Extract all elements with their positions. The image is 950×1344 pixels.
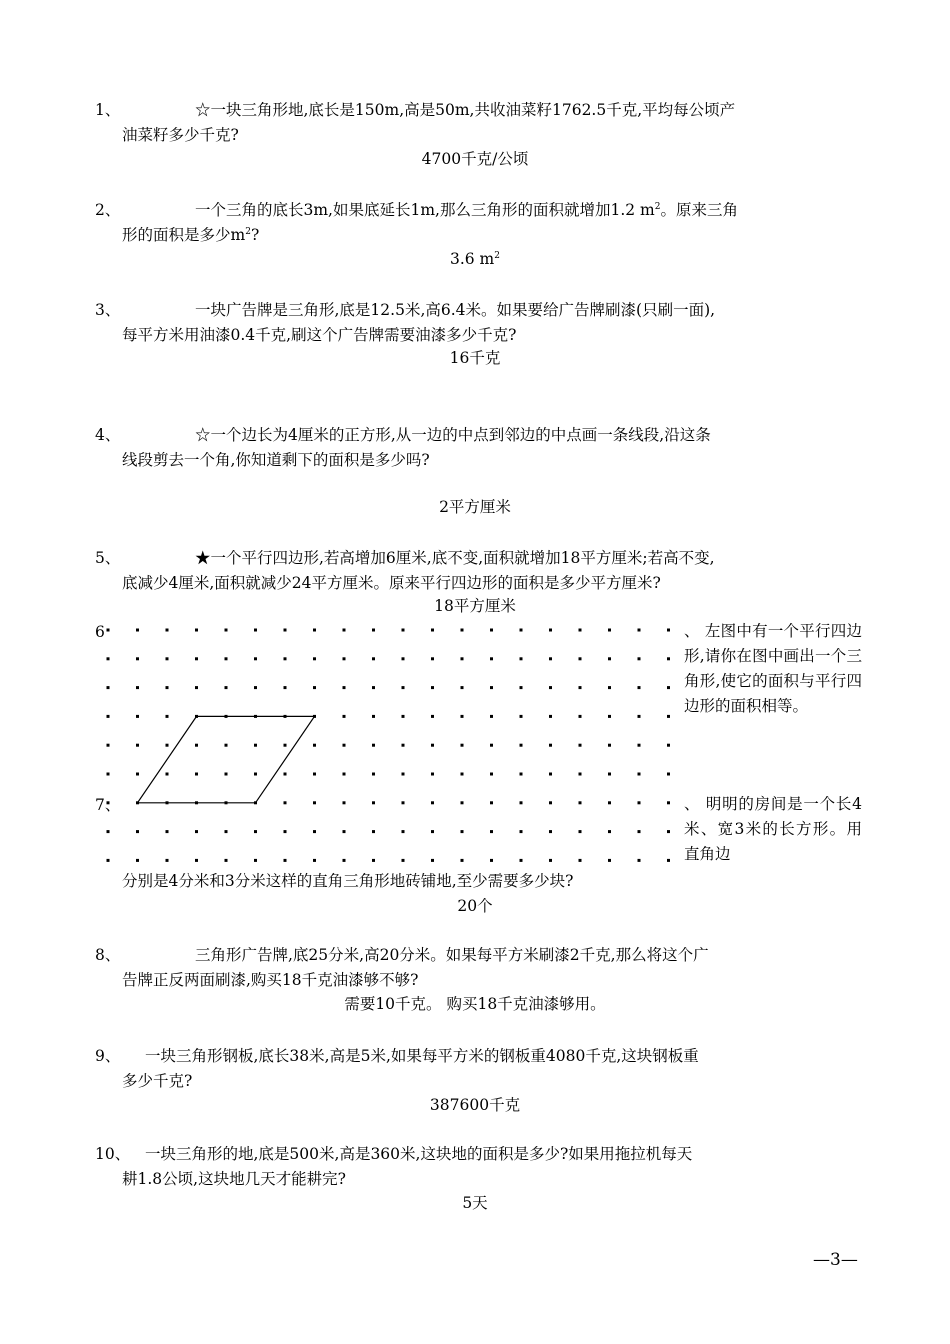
grid-dot: [608, 830, 611, 833]
grid-dot: [461, 830, 464, 833]
grid-dot: [313, 773, 316, 776]
q4-answer: 2平方厘米: [439, 498, 511, 516]
grid-dot: [490, 629, 493, 632]
grid-dot: [372, 657, 375, 660]
grid-dot: [225, 657, 228, 660]
grid-dot: [490, 830, 493, 833]
q7-number: 7、: [95, 796, 121, 814]
grid-dot: [461, 686, 464, 689]
grid-dot: [254, 773, 257, 776]
grid-dot: [166, 657, 169, 660]
grid-dot: [461, 773, 464, 776]
grid-dot: [667, 715, 670, 718]
grid-dot: [461, 629, 464, 632]
grid-dot: [166, 715, 169, 718]
q8-line1: 三角形广告牌,底25分米,高20分米。如果每平方米刷漆2千克,那么将这个广: [195, 946, 709, 964]
grid-dot: [549, 686, 552, 689]
q4-number: 4、: [95, 426, 121, 444]
grid-dot: [284, 773, 287, 776]
grid-dot: [402, 801, 405, 804]
grid-dot: [284, 830, 287, 833]
grid-dot: [372, 801, 375, 804]
q1-line1: ☆一块三角形地,底长是150m,高是50m,共收油菜籽1762.5千克,平均每公顷产: [195, 101, 736, 119]
grid-dot: [284, 859, 287, 862]
grid-dot: [431, 859, 434, 862]
grid-dot: [431, 629, 434, 632]
grid-dot: [402, 629, 405, 632]
page-number: —3—: [813, 1250, 858, 1270]
grid-dot: [579, 744, 582, 747]
grid-dot: [608, 629, 611, 632]
grid-dot: [549, 629, 552, 632]
q5-line2: 底减少4厘米,面积就减少24平方厘米。原来平行四边形的面积是多少平方厘米?: [122, 574, 661, 592]
grid-dot: [107, 657, 110, 660]
grid-dot: [313, 629, 316, 632]
grid-dot: [254, 629, 257, 632]
grid-dot: [343, 801, 346, 804]
grid-dot: [520, 715, 523, 718]
grid-dot: [254, 830, 257, 833]
grid-dot: [667, 686, 670, 689]
q10-answer: 5天: [462, 1194, 488, 1212]
grid-dot: [490, 859, 493, 862]
q6-text: 、 左图中有一个平行四边形,请你在图中画出一个三角形,使它的面积与平行四边形的面积相等。: [684, 622, 862, 715]
grid-dot: [195, 773, 198, 776]
grid-dot: [402, 773, 405, 776]
grid-dot: [638, 744, 641, 747]
q4-line2: 线段剪去一个角,你知道剩下的面积是多少吗?: [122, 451, 430, 469]
q9-line2: 多少千克?: [122, 1072, 193, 1090]
q3-number: 3、: [95, 301, 121, 319]
grid-dot: [313, 744, 316, 747]
q9-number: 9、: [95, 1047, 121, 1065]
grid-dot: [549, 657, 552, 660]
grid-dot: [107, 715, 110, 718]
grid-dot: [225, 686, 228, 689]
q1-line2: 油菜籽多少千克?: [122, 126, 239, 144]
grid-dot: [490, 715, 493, 718]
grid-dot: [579, 773, 582, 776]
grid-dot: [136, 830, 139, 833]
grid-dot: [136, 859, 139, 862]
q5-line1: ★一个平行四边形,若高增加6厘米,底不变,面积就增加18平方厘米;若高不变,: [195, 549, 715, 567]
grid-dot: [313, 859, 316, 862]
grid-dot: [579, 629, 582, 632]
q1-number: 1、: [95, 101, 121, 119]
grid-dot: [372, 859, 375, 862]
grid-dot: [431, 744, 434, 747]
grid-dot: [313, 657, 316, 660]
grid-dot: [402, 830, 405, 833]
grid-dot: [549, 859, 552, 862]
grid-dot: [638, 686, 641, 689]
grid-dot: [579, 859, 582, 862]
grid-dot: [313, 686, 316, 689]
grid-dot: [520, 859, 523, 862]
grid-dot: [461, 715, 464, 718]
grid-dot: [343, 830, 346, 833]
grid-dot: [461, 744, 464, 747]
grid-dot: [343, 773, 346, 776]
grid-dot: [284, 629, 287, 632]
q10-line1: 一块三角形的地,底是500米,高是360米,这块地的面积是多少?如果用拖拉机每天: [145, 1145, 693, 1163]
grid-dot: [107, 686, 110, 689]
grid-dot: [638, 773, 641, 776]
grid-dot: [402, 715, 405, 718]
grid-dot: [608, 744, 611, 747]
grid-dot: [608, 801, 611, 804]
grid-dot: [254, 657, 257, 660]
grid-dot: [107, 744, 110, 747]
grid-dot: [372, 830, 375, 833]
grid-dot: [402, 657, 405, 660]
grid-dot: [136, 773, 139, 776]
grid-dot: [579, 686, 582, 689]
q8-answer: 需要10千克。 购买18千克油漆够用。: [344, 995, 606, 1013]
grid-dot: [136, 744, 139, 747]
grid-dot: [195, 744, 198, 747]
grid-dot: [549, 744, 552, 747]
grid-dot: [431, 715, 434, 718]
grid-dot: [490, 744, 493, 747]
grid-dot: [549, 801, 552, 804]
grid-dot: [313, 830, 316, 833]
dot-grid-figure: [0, 0, 700, 880]
grid-dot: [166, 830, 169, 833]
grid-dot: [402, 686, 405, 689]
grid-dot: [166, 773, 169, 776]
grid-dot: [195, 830, 198, 833]
grid-dot: [667, 801, 670, 804]
grid-dot: [490, 657, 493, 660]
grid-dot: [225, 859, 228, 862]
grid-dot: [343, 629, 346, 632]
grid-dot: [520, 830, 523, 833]
grid-dot: [549, 773, 552, 776]
grid-dot: [608, 686, 611, 689]
grid-dot: [461, 801, 464, 804]
grid-dot: [638, 801, 641, 804]
grid-dot: [520, 773, 523, 776]
grid-dot: [638, 657, 641, 660]
grid-dot: [520, 686, 523, 689]
grid-dot: [284, 686, 287, 689]
grid-dot: [579, 657, 582, 660]
grid-dot: [166, 859, 169, 862]
grid-dot: [431, 773, 434, 776]
q5-number: 5、: [95, 549, 121, 567]
grid-dot: [608, 773, 611, 776]
grid-dot: [372, 744, 375, 747]
grid-dot: [107, 859, 110, 862]
grid-dot: [284, 744, 287, 747]
grid-dot: [431, 830, 434, 833]
grid-dot: [195, 629, 198, 632]
grid-dot: [667, 859, 670, 862]
grid-dot: [638, 830, 641, 833]
grid-dot: [431, 801, 434, 804]
q7-answer: 20个: [457, 897, 493, 915]
grid-dot: [520, 744, 523, 747]
q10-line2: 耕1.8公顷,这块地几天才能耕完?: [122, 1170, 346, 1188]
grid-dot: [372, 715, 375, 718]
grid-dot: [638, 715, 641, 718]
grid-dot: [343, 859, 346, 862]
grid-dot: [166, 629, 169, 632]
grid-dot: [667, 629, 670, 632]
grid-dot: [667, 657, 670, 660]
grid-dot: [107, 629, 110, 632]
grid-dot: [461, 657, 464, 660]
grid-dot: [490, 801, 493, 804]
grid-dot: [638, 859, 641, 862]
grid-dot: [638, 629, 641, 632]
grid-dot: [166, 686, 169, 689]
grid-dot: [343, 744, 346, 747]
q3-line1: 一块广告牌是三角形,底是12.5米,高6.4米。如果要给广告牌刷漆(只刷一面),: [195, 301, 716, 319]
grid-dot: [549, 715, 552, 718]
grid-dot: [372, 629, 375, 632]
q2-answer: 3.6 $m^2$: [449, 250, 500, 268]
grid-dot: [254, 744, 257, 747]
grid-dot: [195, 859, 198, 862]
grid-dot: [579, 801, 582, 804]
grid-dot: [107, 830, 110, 833]
grid-dot: [225, 773, 228, 776]
grid-dot: [136, 686, 139, 689]
grid-dot: [195, 686, 198, 689]
grid-dot: [402, 744, 405, 747]
grid-dot: [490, 686, 493, 689]
q1-answer: 4700千克/公顷: [421, 150, 529, 168]
grid-dot: [372, 686, 375, 689]
grid-dot: [667, 744, 670, 747]
parallelogram: [138, 716, 315, 802]
q3-line2: 每平方米用油漆0.4千克,刷这个广告牌需要油漆多少千克?: [122, 326, 517, 344]
q5-answer: 18平方厘米: [434, 597, 516, 615]
grid-dot: [343, 657, 346, 660]
grid-dot: [284, 657, 287, 660]
grid-dot: [136, 657, 139, 660]
q6-number: 6: [95, 623, 105, 641]
grid-dot: [343, 715, 346, 718]
grid-dot: [431, 657, 434, 660]
grid-dot: [667, 830, 670, 833]
grid-dot: [608, 715, 611, 718]
q2-number: 2、: [95, 201, 121, 219]
grid-dot: [254, 686, 257, 689]
q7-text: 、 明明的房间是一个长4米、宽3米的长方形。用直角边: [684, 795, 862, 863]
grid-dot: [107, 773, 110, 776]
grid-dot: [225, 629, 228, 632]
grid-dot: [520, 657, 523, 660]
grid-dot: [136, 715, 139, 718]
grid-dot: [520, 801, 523, 804]
grid-dot: [284, 801, 287, 804]
q2-line2: 形的面积是多少$m^2$?: [122, 226, 260, 244]
grid-dot: [372, 773, 375, 776]
q10-number: 10、: [95, 1145, 131, 1163]
grid-dot: [490, 773, 493, 776]
grid-dot: [549, 830, 552, 833]
grid-dot: [136, 629, 139, 632]
grid-dot: [195, 657, 198, 660]
q9-answer: 387600千克: [429, 1096, 521, 1114]
grid-dot: [608, 657, 611, 660]
grid-dot: [225, 744, 228, 747]
q2-line1: 一个三角的底长3m,如果底延长1m,那么三角形的面积就增加1.2 $m^2$。原来三角: [195, 201, 738, 219]
q4-line1: ☆一个边长为4厘米的正方形,从一边的中点到邻边的中点画一条线段,沿这条: [195, 426, 711, 444]
grid-dot: [166, 744, 169, 747]
grid-dot: [579, 715, 582, 718]
grid-dot: [402, 859, 405, 862]
grid-dot: [579, 830, 582, 833]
grid-dot: [667, 773, 670, 776]
grid-dot: [431, 686, 434, 689]
grid-dot: [461, 859, 464, 862]
q8-line2: 告牌正反两面刷漆,购买18千克油漆够不够?: [122, 971, 419, 989]
grid-dot: [225, 830, 228, 833]
q7-line2: 分别是4分米和3分米这样的直角三角形地砖铺地,至少需要多少块?: [122, 872, 574, 890]
q8-number: 8、: [95, 946, 121, 964]
q3-answer: 16千克: [449, 349, 501, 367]
grid-dot: [313, 801, 316, 804]
grid-dot: [608, 859, 611, 862]
q9-line1: 一块三角形钢板,底长38米,高是5米,如果每平方米的钢板重4080千克,这块钢板重: [145, 1047, 699, 1065]
grid-dot: [343, 686, 346, 689]
grid-dot: [520, 629, 523, 632]
grid-dot: [254, 859, 257, 862]
